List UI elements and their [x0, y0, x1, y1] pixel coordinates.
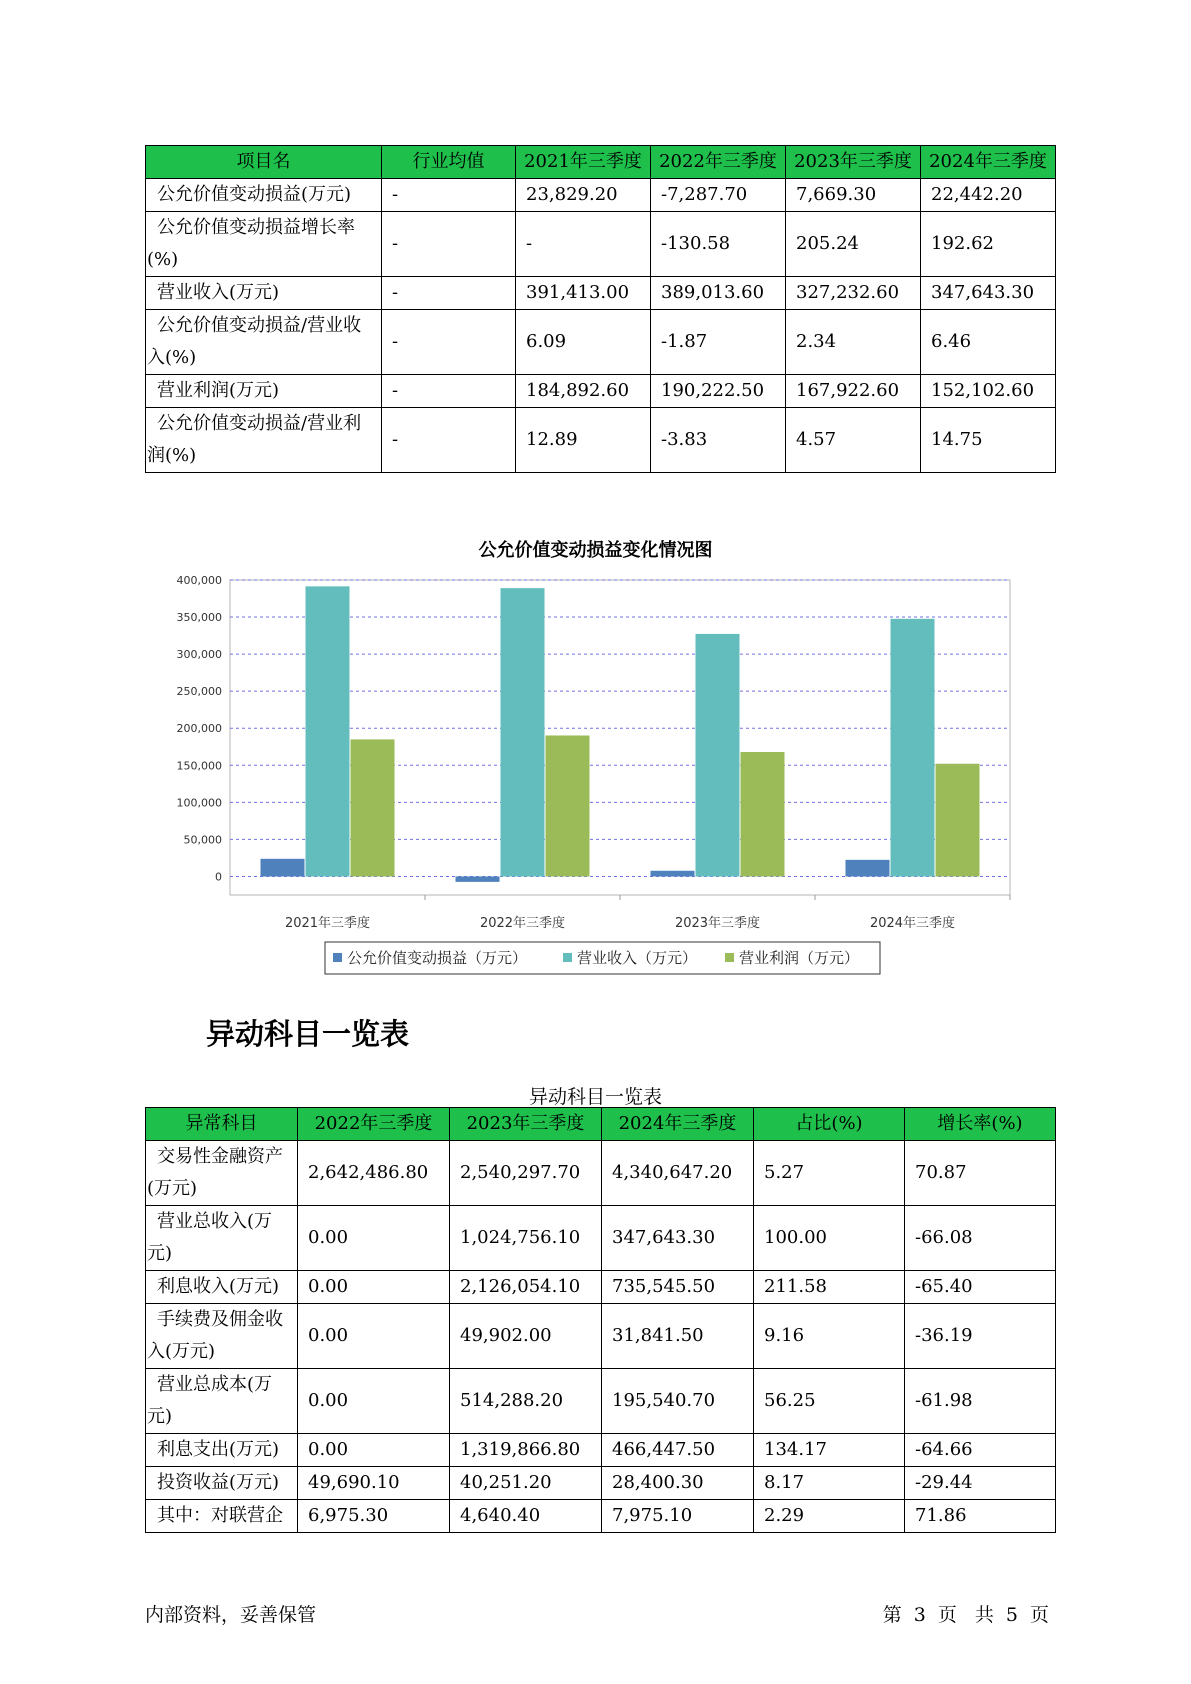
- table-cell: -65.40: [905, 1271, 1056, 1304]
- row-label: 营业利润(万元): [146, 375, 382, 408]
- table-cell: -: [382, 310, 516, 375]
- table-cell: 184,892.60: [516, 375, 651, 408]
- table-cell: 167,922.60: [786, 375, 921, 408]
- table-cell: 9.16: [754, 1304, 905, 1369]
- row-label: 利息收入(万元): [146, 1271, 298, 1304]
- y-tick-label: 400,000: [176, 574, 222, 587]
- table-row: [146, 375, 1056, 408]
- table-cell: -: [516, 212, 651, 277]
- table-cell: 6.09: [516, 310, 651, 375]
- column-header: 2023年三季度: [786, 146, 921, 179]
- table-cell: 1,319,866.80: [450, 1434, 602, 1467]
- column-header: 2023年三季度: [450, 1108, 602, 1141]
- table-cell: 2,540,297.70: [450, 1141, 602, 1206]
- anomaly-table: [145, 1107, 1056, 1533]
- table-cell: 211.58: [754, 1271, 905, 1304]
- chart-title: 公允价值变动损益变化情况图: [478, 540, 713, 561]
- page-number: 3: [913, 1604, 926, 1626]
- bar: [546, 735, 590, 876]
- total-suffix: 页: [1029, 1604, 1049, 1626]
- bar: [846, 860, 890, 877]
- bar: [741, 752, 785, 876]
- table-cell: -: [382, 375, 516, 408]
- table-cell: 12.89: [516, 408, 651, 473]
- table-cell: 5.27: [754, 1141, 905, 1206]
- table-cell: 152,102.60: [921, 375, 1056, 408]
- table-row: [146, 212, 1056, 277]
- table-cell: 6,975.30: [298, 1500, 450, 1533]
- total-prefix: 共: [974, 1604, 994, 1626]
- row-label: 利息支出(万元): [146, 1434, 298, 1467]
- table-header-row: [146, 1108, 1056, 1141]
- table-cell: -: [382, 179, 516, 212]
- table-cell: 49,690.10: [298, 1467, 450, 1500]
- x-tick-label: 2021年三季度: [284, 916, 371, 931]
- row-label: 营业总成本(万元): [146, 1369, 298, 1434]
- table-cell: -: [382, 212, 516, 277]
- row-label: 公允价值变动损益增长率(%): [146, 212, 382, 277]
- x-tick-label: 2022年三季度: [479, 916, 566, 931]
- table-cell: -64.66: [905, 1434, 1056, 1467]
- table-cell: 40,251.20: [450, 1467, 602, 1500]
- x-tick-label: 2023年三季度: [674, 916, 761, 931]
- column-header: 增长率(%): [905, 1108, 1056, 1141]
- column-header: 项目名: [146, 146, 382, 179]
- table-cell: 192.62: [921, 212, 1056, 277]
- table-cell: -7,287.70: [651, 179, 786, 212]
- table-cell: -: [382, 408, 516, 473]
- bar: [651, 871, 695, 877]
- table-cell: 28,400.30: [602, 1467, 754, 1500]
- table-cell: 134.17: [754, 1434, 905, 1467]
- table-cell: 70.87: [905, 1141, 1056, 1206]
- row-label: 手续费及佣金收入(万元): [146, 1304, 298, 1369]
- legend-label: 营业收入（万元）: [577, 949, 698, 967]
- table-cell: 389,013.60: [651, 277, 786, 310]
- row-label: 其中：对联营企: [146, 1500, 298, 1533]
- column-header: 占比(%): [754, 1108, 905, 1141]
- table-cell: -: [382, 277, 516, 310]
- table-cell: -3.83: [651, 408, 786, 473]
- y-tick-label: 150,000: [176, 759, 222, 773]
- x-tick-label: 2024年三季度: [869, 916, 956, 931]
- y-tick-label: 0: [215, 870, 222, 884]
- table-cell: 4.57: [786, 408, 921, 473]
- table-header-row: [146, 146, 1056, 179]
- table-cell: 56.25: [754, 1369, 905, 1434]
- table-caption: 异动科目一览表: [528, 1086, 662, 1108]
- table-row: [146, 1141, 1056, 1206]
- table-cell: 347,643.30: [921, 277, 1056, 310]
- bar: [696, 634, 740, 877]
- row-label: 营业收入(万元): [146, 277, 382, 310]
- table-cell: 0.00: [298, 1304, 450, 1369]
- row-label: 公允价值变动损益/营业收入(%): [146, 310, 382, 375]
- table-row: [146, 1304, 1056, 1369]
- row-label: 交易性金融资产(万元): [146, 1141, 298, 1206]
- table-row: [146, 1467, 1056, 1500]
- legend-label: 营业利润（万元）: [739, 949, 860, 967]
- table-cell: -130.58: [651, 212, 786, 277]
- bar: [351, 739, 395, 876]
- table-cell: -36.19: [905, 1304, 1056, 1369]
- total-pages: 5: [1005, 1604, 1018, 1626]
- page-suffix: 页: [937, 1604, 957, 1626]
- table-cell: 0.00: [298, 1434, 450, 1467]
- bar: [891, 619, 935, 877]
- legend-swatch: [333, 953, 342, 962]
- table-cell: 0.00: [298, 1271, 450, 1304]
- bar: [306, 586, 350, 876]
- table-row: [146, 179, 1056, 212]
- table-cell: 7,975.10: [602, 1500, 754, 1533]
- y-tick-label: 50,000: [183, 833, 222, 847]
- table-cell: 0.00: [298, 1369, 450, 1434]
- table-cell: 2,126,054.10: [450, 1271, 602, 1304]
- table-cell: 49,902.00: [450, 1304, 602, 1369]
- table-cell: 1,024,756.10: [450, 1206, 602, 1271]
- table-cell: 22,442.20: [921, 179, 1056, 212]
- table-cell: 7,669.30: [786, 179, 921, 212]
- table-cell: 4,340,647.20: [602, 1141, 754, 1206]
- table-cell: 8.17: [754, 1467, 905, 1500]
- legend-label: 公允价值变动损益（万元）: [347, 949, 528, 967]
- table-cell: 2,642,486.80: [298, 1141, 450, 1206]
- table-row: [146, 1206, 1056, 1271]
- table-cell: -29.44: [905, 1467, 1056, 1500]
- row-label: 投资收益(万元): [146, 1467, 298, 1500]
- table-row: [146, 310, 1056, 375]
- table-cell: 23,829.20: [516, 179, 651, 212]
- bar: [501, 588, 545, 876]
- column-header: 2021年三季度: [516, 146, 651, 179]
- y-tick-label: 350,000: [176, 611, 222, 625]
- y-tick-label: 300,000: [176, 648, 222, 662]
- table-cell: 6.46: [921, 310, 1056, 375]
- page-indicator: [877, 1600, 1055, 1627]
- table-cell: 391,413.00: [516, 277, 651, 310]
- row-label: 营业总收入(万元): [146, 1206, 298, 1271]
- table-row: [146, 1369, 1056, 1434]
- table-cell: 4,640.40: [450, 1500, 602, 1533]
- table-cell: 100.00: [754, 1206, 905, 1271]
- table-row: [146, 277, 1056, 310]
- table-cell: -61.98: [905, 1369, 1056, 1434]
- row-label: 公允价值变动损益(万元): [146, 179, 382, 212]
- table-cell: 735,545.50: [602, 1271, 754, 1304]
- legend-swatch: [563, 953, 572, 962]
- footer-confidential: 内部资料，妥善保管: [145, 1604, 317, 1626]
- table-cell: 347,643.30: [602, 1206, 754, 1271]
- section-heading: 异动科目一览表: [206, 1017, 410, 1051]
- row-label: 公允价值变动损益/营业利润(%): [146, 408, 382, 473]
- table-cell: 327,232.60: [786, 277, 921, 310]
- table-cell: -66.08: [905, 1206, 1056, 1271]
- table-row: [146, 1271, 1056, 1304]
- bar: [936, 764, 980, 877]
- page-prefix: 第: [882, 1604, 902, 1626]
- table-row: [146, 1434, 1056, 1467]
- table-cell: 2.34: [786, 310, 921, 375]
- table-cell: 0.00: [298, 1206, 450, 1271]
- table-cell: 2.29: [754, 1500, 905, 1533]
- column-header: 2024年三季度: [602, 1108, 754, 1141]
- table-cell: 190,222.50: [651, 375, 786, 408]
- metrics-table: [145, 145, 1056, 473]
- bar: [456, 876, 500, 881]
- table-cell: -1.87: [651, 310, 786, 375]
- table-cell: 71.86: [905, 1500, 1056, 1533]
- bar: [261, 859, 305, 877]
- column-header: 异常科目: [146, 1108, 298, 1141]
- y-tick-label: 200,000: [176, 722, 222, 736]
- column-header: 2024年三季度: [921, 146, 1056, 179]
- legend-swatch: [725, 953, 734, 962]
- table-row: [146, 1500, 1056, 1533]
- y-tick-label: 100,000: [176, 796, 222, 810]
- bar-chart: [145, 570, 1045, 980]
- table-cell: 466,447.50: [602, 1434, 754, 1467]
- table-cell: 195,540.70: [602, 1369, 754, 1434]
- column-header: 行业均值: [382, 146, 516, 179]
- table-row: [146, 408, 1056, 473]
- table-cell: 31,841.50: [602, 1304, 754, 1369]
- table-cell: 514,288.20: [450, 1369, 602, 1434]
- table-cell: 14.75: [921, 408, 1056, 473]
- table-cell: 205.24: [786, 212, 921, 277]
- y-tick-label: 250,000: [176, 685, 222, 699]
- column-header: 2022年三季度: [651, 146, 786, 179]
- column-header: 2022年三季度: [298, 1108, 450, 1141]
